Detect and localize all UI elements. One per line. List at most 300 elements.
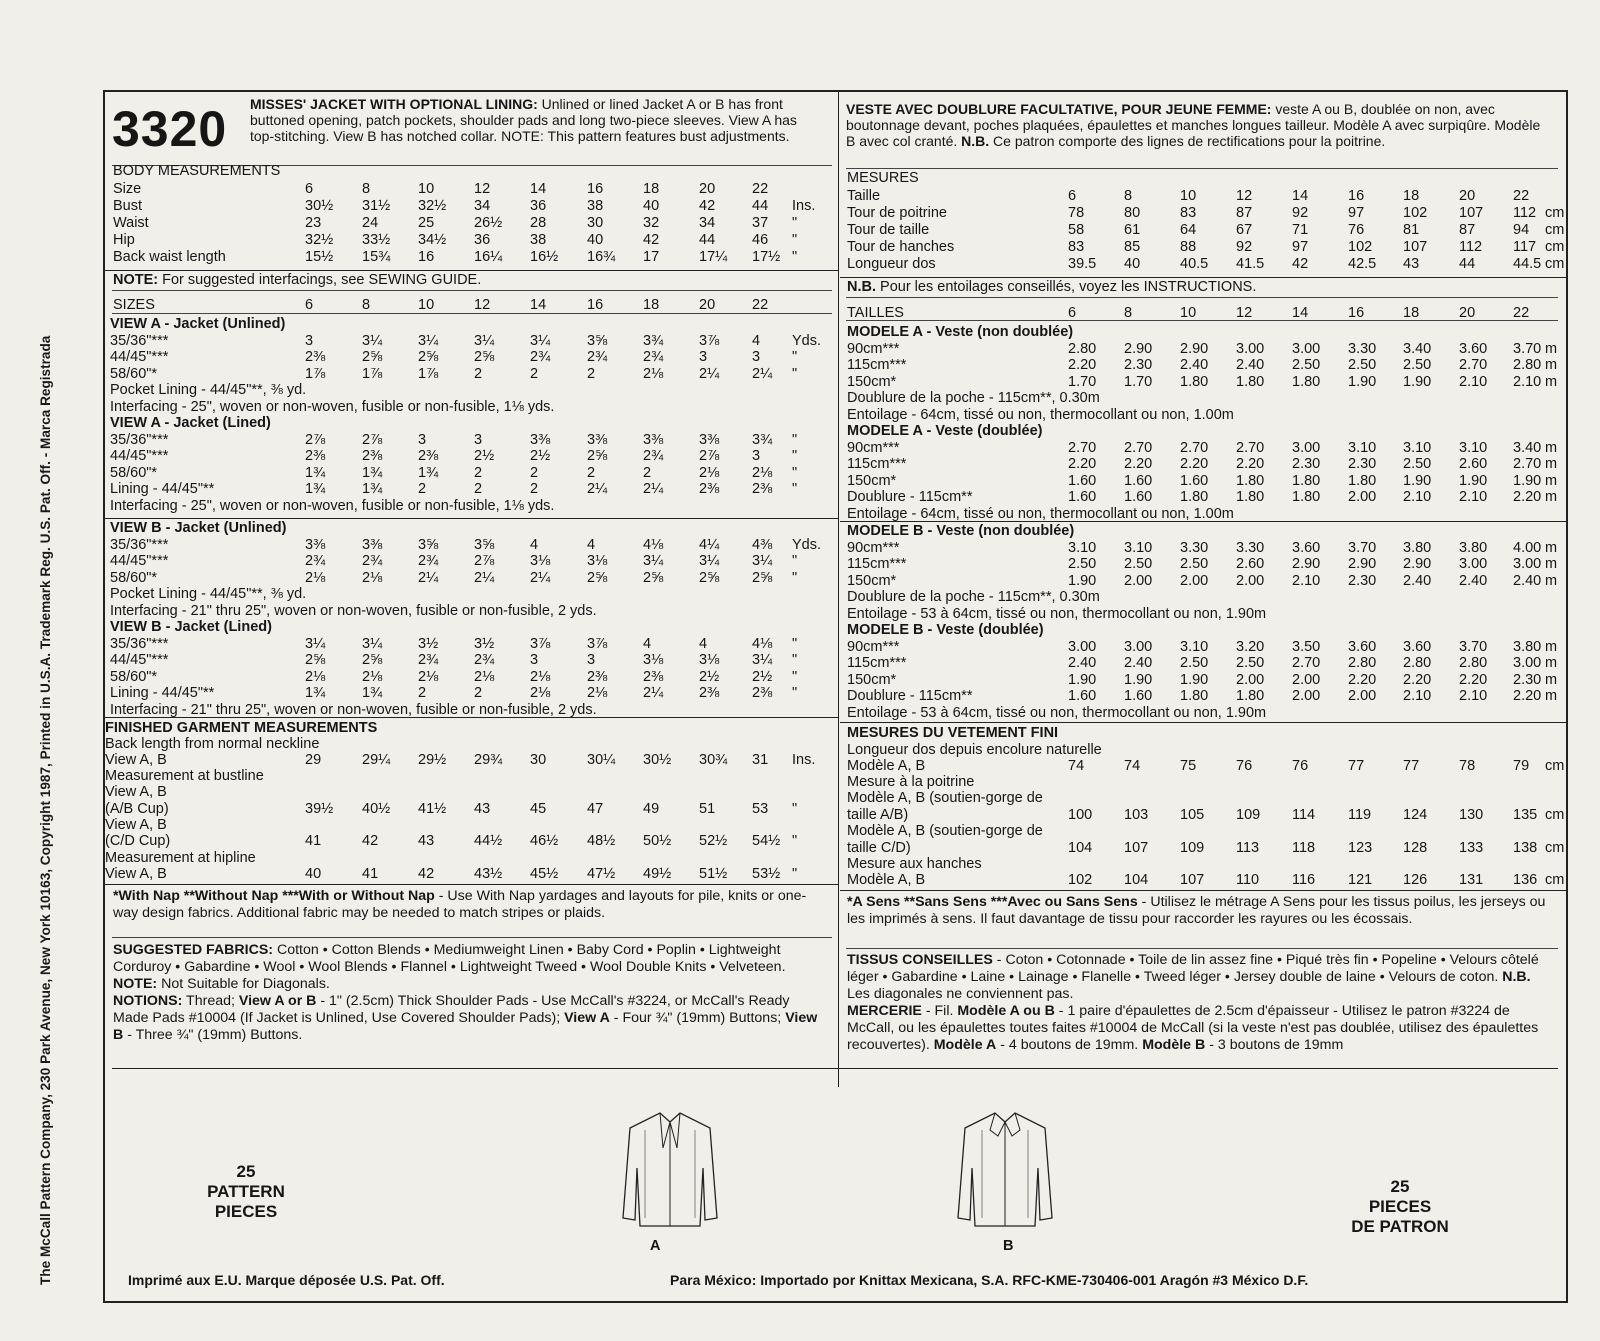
row-label: Modèle A, B <box>847 872 926 888</box>
cell-unit: cm <box>1545 758 1565 774</box>
cell-value: 24 <box>362 215 379 231</box>
cell-value: 29 <box>305 752 322 768</box>
row-label: 90cm*** <box>847 638 900 655</box>
cell-value: 29¼ <box>362 752 391 768</box>
cell-value: 1¾ <box>362 481 383 497</box>
cell-value: 12 <box>474 297 491 313</box>
row-label: 150cm* <box>847 472 897 489</box>
cell-value: 16 <box>587 297 604 313</box>
cell-unit: m <box>1545 556 1558 572</box>
row-label: TAILLES <box>847 305 904 321</box>
cell-value: 2.30 <box>1124 357 1153 373</box>
cell-value: 1¾ <box>305 464 326 481</box>
cell-value: 2.00 <box>1236 572 1265 589</box>
cell-value: 2⅜ <box>752 481 773 497</box>
cell-value: 92 <box>1236 239 1253 255</box>
cell-value: 2¼ <box>643 685 664 701</box>
cell-value: 77 <box>1348 758 1365 774</box>
cell-value: 85 <box>1124 239 1141 255</box>
cell-value: 2.80 <box>1348 655 1377 671</box>
cell-value: 2.30 <box>1513 671 1542 688</box>
cell-value: 8 <box>1124 305 1133 321</box>
cell-value: 17 <box>643 249 660 265</box>
cell-value: 22 <box>752 297 769 313</box>
cell-value: 2.30 <box>1348 456 1377 472</box>
cell-value: 4 <box>643 635 652 652</box>
row-label: View A, B <box>105 784 167 800</box>
cell-value: 2 <box>530 464 539 481</box>
cell-value: 2.40 <box>1124 655 1153 671</box>
cell-value: 2.50 <box>1348 357 1377 373</box>
cell-value: 3¾ <box>752 431 773 448</box>
cell-value: 10 <box>418 297 435 313</box>
cell-value: 2¾ <box>643 349 664 365</box>
cell-value: 76 <box>1348 222 1365 238</box>
cell-value: 52½ <box>699 833 728 849</box>
cell-value: 30 <box>587 215 604 231</box>
cell-value: 2.50 <box>1180 655 1209 671</box>
cell-value: 3 <box>752 448 761 464</box>
cell-unit: m <box>1545 671 1558 688</box>
cell-unit: cm <box>1545 256 1565 272</box>
cell-value: 40½ <box>362 801 391 817</box>
cell-value: 81 <box>1403 222 1420 238</box>
cell-value: 22 <box>752 181 769 197</box>
view-a-label: A <box>650 1238 661 1254</box>
cell-unit: m <box>1545 472 1558 489</box>
cell-value: 2.10 <box>1403 688 1432 704</box>
cell-value: 1¾ <box>305 481 326 497</box>
cell-value: 2 <box>418 685 427 701</box>
cell-value: 41 <box>362 866 379 882</box>
cell-value: 2.00 <box>1348 688 1377 704</box>
cell-value: 2.70 <box>1513 456 1542 472</box>
cell-value: 2.80 <box>1459 655 1488 671</box>
cell-value: 3 <box>699 349 708 365</box>
cell-value: 10 <box>1180 188 1197 204</box>
cell-value: 3⅞ <box>699 332 720 349</box>
row-label: 44/45"*** <box>110 553 169 569</box>
cell-unit: " <box>792 635 798 652</box>
cell-value: 4 <box>752 332 761 349</box>
row-label: View A, B <box>105 866 167 882</box>
cell-value: 48½ <box>587 833 616 849</box>
row-label: 150cm* <box>847 671 897 688</box>
cell-value: 3.50 <box>1292 638 1321 655</box>
cell-value: 4¼ <box>699 536 720 553</box>
cell-unit: " <box>792 866 798 882</box>
cell-value: 97 <box>1292 239 1309 255</box>
cell-value: 2.40 <box>1513 572 1542 589</box>
cell-value: 2 <box>474 481 483 497</box>
cell-value: 2⅛ <box>305 569 326 586</box>
cell-value: 71 <box>1292 222 1309 238</box>
row-label: View A, B <box>105 752 167 768</box>
cell-unit: m <box>1545 439 1558 456</box>
fr-nb: N.B. Pour les entoilages conseillés, voyez les INSTRUCTIONS. <box>847 279 1257 295</box>
cell-value: 3.10 <box>1403 439 1432 456</box>
cell-value: 3.00 <box>1292 340 1321 357</box>
cell-value: 80 <box>1124 205 1141 221</box>
row-label: Tour de hanches <box>847 239 955 255</box>
cell-value: 2⅛ <box>305 668 326 685</box>
cell-value: 32 <box>643 215 660 231</box>
row-label: 115cm*** <box>847 456 907 472</box>
cell-value: 119 <box>1348 807 1372 823</box>
cell-value: 1.80 <box>1236 472 1265 489</box>
cell-value: 2.50 <box>1403 357 1432 373</box>
cell-value: 107 <box>1124 840 1149 856</box>
en-fabrics-notions: SUGGESTED FABRICS: Cotton • Cotton Blends • Mediumweight Linen • Baby Cord • Poplin • Lightweight Corduroy • Gabardine • Wool • Wool Blends • Flannel • Lightweight Tweed • Wool Double Knits • Velveteen. NOTE: Not Suitable for Diagonals. NOTIONS: Thread; View A or B - 1" (2.5cm) Thick Shoulder Pads - Use McCall's #3224, or McCall's Ready Made Pads #10004 (If Jacket is Unlined, Use Covered Shoulder Pads); View A - Four ¾" (19mm) Buttons; View B - Three ¾" (19mm) Buttons. <box>113 942 818 1043</box>
cell-value: 4⅛ <box>643 536 664 553</box>
cell-value: 1.60 <box>1180 472 1209 489</box>
cell-value: 64 <box>1180 222 1197 238</box>
fr-description: VESTE AVEC DOUBLURE FACULTATIVE, POUR JEUNE FEMME: veste A ou B, doublée on non, avec boutonnage devant, poches plaquées, épaulettes et manches longues tailleur. Modèle A avec surpiqûre. Modèle B avec col cranté. N.B. Ce patron comporte des lignes de rectifications pour la poitrine. <box>846 101 1541 149</box>
cell-value: 3.00 <box>1513 655 1542 671</box>
cell-value: 20 <box>1459 305 1476 321</box>
cell-value: 2.80 <box>1403 655 1432 671</box>
cell-value: 17¼ <box>699 249 728 265</box>
cell-value: 126 <box>1403 872 1428 888</box>
cell-value: 2⅜ <box>418 448 439 464</box>
cell-value: 42 <box>643 232 660 248</box>
cell-value: 76 <box>1236 758 1253 774</box>
cell-value: 3 <box>587 652 596 668</box>
cell-unit: " <box>792 349 798 365</box>
row-label: 150cm* <box>847 373 897 390</box>
cell-unit: " <box>792 652 798 668</box>
cell-value: 113 <box>1236 840 1260 856</box>
row-label: Back waist length <box>113 249 226 265</box>
cell-value: 3.70 <box>1459 638 1488 655</box>
cell-value: 1.80 <box>1348 472 1377 489</box>
cell-value: 2.20 <box>1068 456 1097 472</box>
cell-value: 74 <box>1124 758 1141 774</box>
cell-value: 16 <box>1348 305 1365 321</box>
cell-value: 3½ <box>418 635 439 652</box>
cell-value: 2⅝ <box>474 349 495 365</box>
cell-value: 3¼ <box>530 332 551 349</box>
cell-value: 2.20 <box>1513 688 1542 704</box>
row-label: (A/B Cup) <box>105 801 169 817</box>
cell-value: 3¼ <box>418 332 439 349</box>
cell-value: 2.50 <box>1180 556 1209 572</box>
cell-value: 1.90 <box>1403 373 1432 390</box>
row-label: SIZES <box>113 297 155 313</box>
cell-value: 104 <box>1068 840 1093 856</box>
cell-value: 2.40 <box>1403 572 1432 589</box>
cell-value: 4.00 <box>1513 539 1542 556</box>
row-label: 58/60"* <box>110 569 158 586</box>
cell-value: 116 <box>1292 872 1316 888</box>
cell-value: 25 <box>418 215 435 231</box>
cell-value: 1⅞ <box>362 365 383 382</box>
cell-value: 2.20 <box>1180 456 1209 472</box>
cell-value: 61 <box>1124 222 1141 238</box>
cell-value: 15½ <box>305 249 334 265</box>
cell-value: 2¼ <box>643 481 664 497</box>
cell-value: 36 <box>530 198 547 214</box>
cell-value: 3.60 <box>1459 340 1488 357</box>
cell-value: 8 <box>362 181 371 197</box>
cell-value: 2⅝ <box>362 349 383 365</box>
cell-value: 1.90 <box>1068 572 1097 589</box>
row-label: View A, B <box>105 817 167 833</box>
cell-value: 6 <box>1068 188 1077 204</box>
cell-value: 107 <box>1403 239 1428 255</box>
row-label: 44/45"*** <box>110 652 169 668</box>
row-label: 35/36"*** <box>110 635 169 652</box>
cell-value: 83 <box>1068 239 1085 255</box>
cell-value: 1¾ <box>418 464 439 481</box>
cell-value: 34 <box>474 198 491 214</box>
cell-value: 2.40 <box>1068 655 1097 671</box>
cell-value: 1¾ <box>362 464 383 481</box>
cell-value: 2.90 <box>1403 556 1432 572</box>
cell-value: 16¼ <box>474 249 503 265</box>
cell-value: 3½ <box>474 635 495 652</box>
cell-value: 2.10 <box>1513 373 1542 390</box>
cell-value: 8 <box>1124 188 1133 204</box>
cell-value: 2.50 <box>1292 357 1321 373</box>
en-pattern-pieces: 25 PATTERN PIECES <box>207 1162 285 1221</box>
row-label: 44/45"*** <box>110 448 169 464</box>
cell-value: 1.90 <box>1348 373 1377 390</box>
cell-value: 41.5 <box>1236 256 1265 272</box>
cell-value: 3.10 <box>1124 539 1153 556</box>
cell-value: 2⅝ <box>752 569 773 586</box>
cell-value: 3⅛ <box>643 652 664 668</box>
row-label: VIEW A - Jacket (Lined) <box>110 415 271 431</box>
cell-value: 135 <box>1513 807 1538 823</box>
cell-value: 3.80 <box>1459 539 1488 556</box>
row-label: VIEW B - Jacket (Unlined) <box>110 520 287 536</box>
row-label: Entoilage - 64cm, tissé ou non, thermocollant ou non, 1.00m <box>847 505 1234 522</box>
row-label: VIEW B - Jacket (Lined) <box>110 619 272 635</box>
column-divider <box>838 92 839 1087</box>
cell-unit: " <box>792 215 798 231</box>
row-label: MODELE A - Veste (doublée) <box>847 423 1043 439</box>
cell-value: 23 <box>305 215 322 231</box>
row-label: 90cm*** <box>847 539 900 556</box>
row-label: taille A/B) <box>847 807 909 823</box>
cell-value: 83 <box>1180 205 1197 221</box>
cell-value: 1.80 <box>1292 472 1321 489</box>
cell-value: 1.60 <box>1124 688 1153 704</box>
cell-value: 131 <box>1459 872 1484 888</box>
row-label: Doublure - 115cm** <box>847 688 973 704</box>
cell-unit: Yds. <box>792 536 822 553</box>
cell-value: 2⅜ <box>752 685 773 701</box>
cell-value: 47½ <box>587 866 616 882</box>
cell-value: 3.00 <box>1292 439 1321 456</box>
row-label: 35/36"*** <box>110 332 169 349</box>
cell-value: 117 <box>1513 239 1537 255</box>
cell-unit: m <box>1545 373 1558 390</box>
cell-value: 51 <box>699 801 716 817</box>
cell-unit: m <box>1545 572 1558 589</box>
cell-value: 100 <box>1068 807 1093 823</box>
row-label: Pocket Lining - 44/45"**, ⅜ yd. <box>110 382 307 398</box>
cell-value: 2 <box>418 481 427 497</box>
row-label: 44/45"*** <box>110 349 169 365</box>
cell-value: 2.00 <box>1348 489 1377 505</box>
cell-value: 3⅝ <box>418 536 439 553</box>
cell-value: 50½ <box>643 833 672 849</box>
cell-value: 2.70 <box>1459 357 1488 373</box>
cell-unit: m <box>1545 489 1558 505</box>
cell-value: 3 <box>474 431 483 448</box>
cell-value: 51½ <box>699 866 728 882</box>
cell-value: 3.60 <box>1348 638 1377 655</box>
cell-value: 14 <box>1292 305 1309 321</box>
cell-unit: " <box>792 801 798 817</box>
cell-value: 1.80 <box>1292 489 1321 505</box>
cell-value: 2 <box>530 481 539 497</box>
cell-value: 34 <box>699 215 716 231</box>
cell-value: 40 <box>1124 256 1141 272</box>
cell-value: 2¾ <box>530 349 551 365</box>
row-label: taille C/D) <box>847 840 911 856</box>
cell-value: 79 <box>1513 758 1530 774</box>
cell-value: 33½ <box>362 232 391 248</box>
cell-value: 1.90 <box>1459 472 1488 489</box>
cell-value: 3 <box>418 431 427 448</box>
cell-value: 12 <box>1236 305 1253 321</box>
cell-unit: m <box>1545 340 1558 357</box>
cell-value: 2⅝ <box>587 569 608 586</box>
cell-value: 32½ <box>418 198 447 214</box>
fr-tissus-mercerie: TISSUS CONSEILLES - Coton • Cotonnade • Toile de lin assez fine • Piqué très fin • Popeline • Velours côtelé léger • Gabardine • Laine • Lainage • Flanelle • Tweed léger • Jersey double de laine • Velours de coton. N.B. Les diagonales ne conviennent pas. MERCERIE - Fil. Modèle A ou B - 1 paire d'épaulettes de 2.5cm d'épaisseur - Utilisez le patron #3224 de McCall, ou les épaulettes toutes faites #10004 de McCall (si la veste n'est pas doublée, utilisez des épaulettes recouvertes). Modèle A - 4 boutons de 19mm. Modèle B - 3 boutons de 19mm <box>847 952 1539 1053</box>
row-label: (C/D Cup) <box>105 833 171 849</box>
cell-value: 53½ <box>752 866 781 882</box>
cell-value: 2.20 <box>1236 456 1265 472</box>
cell-value: 128 <box>1403 840 1428 856</box>
cell-unit: m <box>1545 688 1558 704</box>
cell-value: 14 <box>530 181 547 197</box>
cell-value: 2.10 <box>1459 688 1488 704</box>
cell-unit: Ins. <box>792 752 816 768</box>
cell-value: 1.90 <box>1513 472 1542 489</box>
cell-value: 4⅜ <box>752 536 773 553</box>
cell-value: 10 <box>1180 305 1197 321</box>
row-label: Mesure à la poitrine <box>847 774 975 790</box>
cell-value: 2.90 <box>1292 556 1321 572</box>
cell-value: 2⅛ <box>474 668 495 685</box>
cell-value: 3⅜ <box>362 536 383 553</box>
cell-value: 1.90 <box>1180 671 1209 688</box>
row-label: Doublure - 115cm** <box>847 489 973 505</box>
cell-value: 2.20 <box>1459 671 1488 688</box>
row-label: 150cm* <box>847 572 897 589</box>
cell-value: 77 <box>1403 758 1420 774</box>
cell-value: 42 <box>699 198 716 214</box>
cell-value: 1⅞ <box>418 365 439 382</box>
cell-value: 44½ <box>474 833 503 849</box>
cell-value: 1.60 <box>1068 472 1097 489</box>
cell-value: 124 <box>1403 807 1428 823</box>
cell-value: 45 <box>530 801 547 817</box>
cell-value: 102 <box>1348 239 1373 255</box>
cell-value: 3.00 <box>1236 340 1265 357</box>
cell-value: 1.60 <box>1124 472 1153 489</box>
cell-value: 42 <box>1292 256 1309 272</box>
fr-pattern-pieces: 25 PIECES DE PATRON <box>1351 1177 1449 1236</box>
cell-value: 2¼ <box>530 569 551 586</box>
cell-value: 18 <box>1403 305 1420 321</box>
cell-value: 2⅝ <box>362 652 383 668</box>
cell-value: 8 <box>362 297 371 313</box>
cell-value: 16½ <box>530 249 559 265</box>
cell-value: 76 <box>1292 758 1309 774</box>
cell-value: 2.00 <box>1236 671 1265 688</box>
cell-unit: m <box>1545 638 1558 655</box>
cell-unit: " <box>792 833 798 849</box>
cell-value: 49 <box>643 801 660 817</box>
cell-value: 67 <box>1236 222 1253 238</box>
cell-value: 102 <box>1068 872 1093 888</box>
cell-value: 3¼ <box>362 635 383 652</box>
row-label: Entoilage - 64cm, tissé ou non, thermocollant ou non, 1.00m <box>847 406 1234 423</box>
cell-value: 2.20 <box>1348 671 1377 688</box>
cell-value: 2.10 <box>1459 489 1488 505</box>
cell-value: 42.5 <box>1348 256 1377 272</box>
cell-value: 2.90 <box>1124 340 1153 357</box>
cell-unit: m <box>1545 655 1558 671</box>
cell-value: 3.00 <box>1068 638 1097 655</box>
cell-value: 22 <box>1513 188 1530 204</box>
en-nap-note: *With Nap **Without Nap ***With or Without Nap - Use With Nap yardages and layouts for pile, knits or one-way design fabrics. Additional fabric may be needed to match stripes or plaids. <box>113 888 807 921</box>
cell-value: 26½ <box>474 215 503 231</box>
row-label: Modèle A, B (soutien-gorge de <box>847 790 1043 806</box>
cell-value: 74 <box>1068 758 1085 774</box>
cell-value: 2⅛ <box>530 668 551 685</box>
cell-unit: " <box>792 431 798 448</box>
cell-value: 43 <box>1403 256 1420 272</box>
cell-value: 2¾ <box>474 652 495 668</box>
cell-value: 1.80 <box>1236 373 1265 390</box>
fr-nap-note: *A Sens **Sans Sens ***Avec ou Sans Sens - Utilisez le métrage A Sens pour les tissus poilus, les jerseys ou les imprimés à sens. Il faut davantage de tissu pour raccorder les rayures ou les écossais. <box>847 894 1546 927</box>
cell-value: 2⅛ <box>643 365 664 382</box>
cell-value: 2⅝ <box>418 349 439 365</box>
row-label: 90cm*** <box>847 439 900 456</box>
cell-value: 2¾ <box>305 553 326 569</box>
cell-value: 2.20 <box>1068 357 1097 373</box>
cell-value: 2.40 <box>1459 572 1488 589</box>
cell-value: 3.30 <box>1180 539 1209 556</box>
cell-value: 87 <box>1459 222 1476 238</box>
cell-value: 20 <box>699 297 716 313</box>
cell-value: 2⅞ <box>362 431 383 448</box>
cell-value: 16¾ <box>587 249 616 265</box>
cell-unit: cm <box>1545 840 1565 856</box>
cell-value: 3⅜ <box>587 431 608 448</box>
cell-value: 43½ <box>474 866 503 882</box>
cell-value: 130 <box>1459 807 1484 823</box>
cell-value: 1¾ <box>305 685 326 701</box>
cell-value: 2 <box>530 365 539 382</box>
cell-value: 2.50 <box>1236 655 1265 671</box>
cell-value: 44 <box>1459 256 1476 272</box>
cell-value: 2⅛ <box>752 464 773 481</box>
cell-value: 32½ <box>305 232 334 248</box>
cell-value: 2.50 <box>1124 556 1153 572</box>
cell-value: 2⅞ <box>474 553 495 569</box>
cell-unit: Ins. <box>792 198 816 214</box>
cell-value: 3⅛ <box>699 652 720 668</box>
cell-value: 3¼ <box>699 553 720 569</box>
cell-value: 16 <box>1348 188 1365 204</box>
